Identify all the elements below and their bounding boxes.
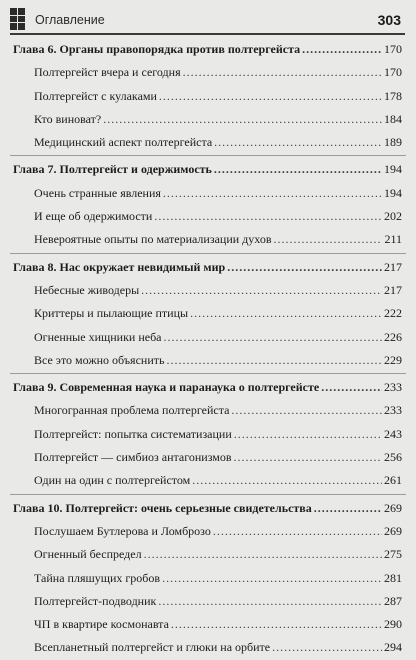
section-entry	[0, 182, 416, 205]
chapter-block	[0, 256, 416, 372]
corner-mark-icon	[10, 8, 25, 30]
chapter-heading	[0, 497, 416, 520]
chapter-heading-page: 194	[384, 162, 402, 177]
section-entry	[0, 131, 416, 154]
section-entry-page: 269	[384, 523, 402, 538]
section-entry	[0, 205, 416, 228]
section-entry	[0, 228, 416, 251]
chapter-heading-page: 233	[384, 380, 402, 395]
page-header	[0, 0, 416, 34]
chapter-heading-title: Глава 9. Современная наука и паранаука о полтергейсте	[13, 380, 320, 395]
chapter-heading	[0, 158, 416, 181]
chapter-block	[0, 38, 416, 154]
running-title: Оглавление	[35, 13, 105, 27]
section-entry-title: Послушаем Бутлерова и Ломброзо	[34, 523, 211, 538]
section-entry-title: Тайна пляшущих гробов	[34, 570, 161, 585]
section-entry-title: Всепланетный полтергейст и глюки на орбите	[34, 640, 271, 655]
dot-leader	[213, 520, 382, 543]
section-entry-title: Полтергейст: попытка систематизации	[34, 426, 232, 441]
dot-leader	[272, 636, 382, 659]
chapter-divider	[10, 373, 406, 374]
section-entry-page: 170	[384, 65, 402, 80]
section-entry-page: 184	[384, 111, 402, 126]
dot-leader	[162, 567, 382, 590]
dot-leader	[321, 376, 382, 399]
section-entry-page: 290	[384, 617, 402, 632]
section-entry-page: 243	[384, 426, 402, 441]
dot-leader	[183, 61, 382, 84]
chapter-block	[0, 376, 416, 492]
section-entry	[0, 399, 416, 422]
chapter-divider	[10, 155, 406, 156]
section-entry-page: 202	[384, 209, 402, 224]
section-entry-title: Полтергейст вчера и сегодня	[34, 65, 181, 80]
dot-leader	[163, 182, 382, 205]
section-entry-title: Небесные живодеры	[34, 282, 140, 297]
chapter-divider	[10, 494, 406, 495]
section-entry	[0, 520, 416, 543]
dot-leader	[192, 469, 382, 492]
section-entry-page: 261	[384, 473, 402, 488]
dot-leader	[314, 497, 382, 520]
chapter-heading-page: 217	[384, 259, 402, 274]
chapter-heading	[0, 38, 416, 61]
dot-leader	[154, 205, 382, 228]
section-entry-title: Полтергейст — симбиоз антагонизмов	[34, 450, 232, 465]
chapter-block	[0, 497, 416, 660]
dot-leader	[214, 158, 382, 181]
section-entry-title: Один на один с полтергейстом	[34, 473, 191, 488]
section-entry	[0, 302, 416, 325]
chapter-heading-title: Глава 8. Нас окружает невидимый мир	[13, 259, 226, 274]
dot-leader	[214, 131, 382, 154]
section-entry-title: Невероятные опыты по материализации духов	[34, 232, 272, 247]
section-entry	[0, 567, 416, 590]
section-entry-page: 233	[384, 403, 402, 418]
dot-leader	[231, 399, 382, 422]
page-number: 303	[377, 12, 401, 28]
section-entry	[0, 326, 416, 349]
chapter-heading-page: 170	[384, 42, 402, 56]
chapter-divider	[10, 253, 406, 254]
section-entry-title: И еще об одержимости	[34, 209, 153, 224]
section-entry-title: Многогранная проблема полтергейста	[34, 403, 230, 418]
section-entry-title: ЧП в квартире космонавта	[34, 617, 169, 632]
section-entry	[0, 590, 416, 613]
dot-leader	[227, 256, 382, 279]
dot-leader	[103, 108, 382, 131]
chapter-heading-page: 269	[384, 500, 402, 515]
section-entry-title: Полтергейст с кулаками	[34, 88, 157, 103]
chapter-heading	[0, 256, 416, 279]
section-entry	[0, 61, 416, 84]
section-entry-title: Очень странные явления	[34, 185, 161, 200]
chapter-heading	[0, 376, 416, 399]
section-entry-page: 281	[384, 570, 402, 585]
section-entry-page: 222	[384, 306, 402, 321]
chapter-heading-title: Глава 10. Полтергейст: очень серьезные свидетельства	[13, 500, 312, 515]
section-entry-page: 275	[384, 547, 402, 562]
table-of-contents	[0, 38, 416, 660]
dot-leader	[141, 279, 382, 302]
dot-leader	[159, 85, 382, 108]
dot-leader	[234, 423, 382, 446]
section-entry	[0, 279, 416, 302]
section-entry-page: 178	[384, 88, 402, 103]
section-entry-page: 217	[384, 282, 402, 297]
section-entry	[0, 423, 416, 446]
section-entry	[0, 613, 416, 636]
dot-leader	[144, 543, 382, 566]
dot-leader	[273, 228, 382, 251]
section-entry-title: Медицинский аспект полтергейста	[34, 135, 213, 150]
section-entry-page: 189	[384, 135, 402, 150]
section-entry-page: 226	[384, 329, 402, 344]
section-entry	[0, 349, 416, 372]
section-entry-page: 211	[384, 232, 402, 247]
dot-leader	[171, 613, 382, 636]
dot-leader	[302, 38, 382, 61]
section-entry	[0, 85, 416, 108]
dot-leader	[164, 326, 382, 349]
header-rule	[10, 33, 405, 35]
section-entry-page: 229	[384, 352, 402, 367]
section-entry-title: Огненные хищники неба	[34, 329, 162, 344]
section-entry-page: 256	[384, 450, 402, 465]
section-entry-title: Огненный беспредел	[34, 547, 142, 562]
section-entry	[0, 469, 416, 492]
chapter-heading-title: Глава 7. Полтергейст и одержимость	[13, 162, 212, 177]
section-entry-page: 294	[384, 640, 402, 655]
chapter-heading-title: Глава 6. Органы правопорядка против полтергейста	[13, 42, 301, 56]
chapter-block	[0, 158, 416, 251]
dot-leader	[190, 302, 382, 325]
dot-leader	[234, 446, 382, 469]
section-entry-title: Кто виноват?	[34, 111, 102, 126]
section-entry-page: 194	[384, 185, 402, 200]
dot-leader	[166, 349, 382, 372]
dot-leader	[158, 590, 382, 613]
section-entry	[0, 543, 416, 566]
section-entry-page: 287	[384, 593, 402, 608]
section-entry	[0, 108, 416, 131]
section-entry-title: Все это можно объяснить	[34, 352, 165, 367]
section-entry	[0, 636, 416, 659]
section-entry-title: Полтергейст-подводник	[34, 593, 157, 608]
section-entry-title: Криттеры и пылающие птицы	[34, 306, 189, 321]
section-entry	[0, 446, 416, 469]
